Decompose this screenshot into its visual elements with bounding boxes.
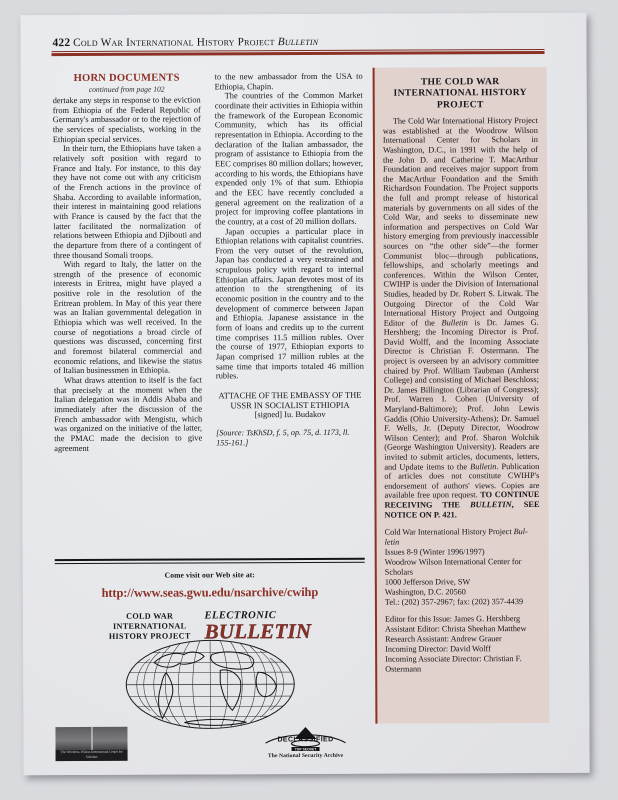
scanned-page-image <box>20 13 589 775</box>
photo-caption: The Woodrow Wilson International Center for Scholars <box>56 749 128 761</box>
notice-bold-2: , SEE NOTICE ON P. 421. <box>384 499 540 520</box>
signature-name: [signed] Iu. Budakov <box>254 409 326 420</box>
address-line <box>385 527 540 538</box>
address-line: Tel.: (202) 357-2967; fax: (202) 357-4439 <box>384 596 524 607</box>
cwihp-sidebar <box>373 67 550 724</box>
national-security-archive-logo <box>245 726 365 760</box>
wordmark-line-1: COLD WAR <box>126 611 174 622</box>
address-line: 1000 Jefferson Drive, SW <box>384 576 471 587</box>
wordmark-line-2: INTERNATIONAL <box>112 621 187 632</box>
paragraph: The countries of the Common Market coordinate their activities in Ethiopia within the framework of the European Economic Community, which has its official representation in Ethiopia. According to the declaration of the Italian ambassador, the program of assistance to Ethiopia from the EEC comprises 80 million dollars; however, according to his words, the Ethiopians have expended only 1% of that sum. Ethiopia and the EEC have recently concluded a general agreement on the realization of a project for improving coffee plantations in the country, at a cost of 20 million dollars. <box>214 91 364 227</box>
paragraph: In their turn, the Ethiopians have taken a relatively soft position with regard to France and Italy. For instance, to this day they have not come out with any criticism of the French actions in the province of Shaba. According to available information, their interest in maintaining good relations with France is caused by the fact that the latter facilitated the normalization of relations between Ethiopia and Djibouti and the departure from there of a contingent of three thousand Somali troops. <box>52 143 202 260</box>
article-title: HORN DOCUMENTS <box>73 72 180 85</box>
advertisement-footer <box>55 726 365 761</box>
sidebar-text-part3: . Publication of articles does not constitute CWIHP's endorsement of authors' views. Copies are available free upon request. <box>384 461 540 501</box>
column-one <box>53 72 203 453</box>
website-advertisement <box>55 570 366 731</box>
electronic-word: ELECTRONIC <box>204 610 277 622</box>
staff-line: Editor for this Issue: James G. Hershberg <box>384 614 521 625</box>
signature-line: ATTACHE OF THE EMBASSY OF THE <box>218 389 362 401</box>
address-line: Issues 8-9 (Winter 1996/1997) <box>384 547 485 557</box>
header-rule-thick <box>52 51 545 56</box>
page-number: 422 <box>52 37 71 50</box>
address-title: Cold War International History Project <box>384 527 514 537</box>
header-rule <box>39 49 545 56</box>
paragraph: With regard to Italy, the latter on the strength of the presence of economic interests in Eritrea, might have played a positive role in the resolution of the Eritrean problem. In May of this year there was an Italian governmental delegation in Ethiopia which was well received. In the course of negotiations a broad circle of questions was discussed, concerning first and foremost bilateral commercial and economic relations, and likewise the status of Italian businessmen in Ethiopia. <box>53 259 202 376</box>
signature-block <box>216 390 364 421</box>
column-two <box>215 72 365 448</box>
continued-from-note: continued from page 102 <box>88 84 165 94</box>
running-head-bulletin: Bulletin <box>277 35 319 49</box>
svg-text:DECLASSIFIED: DECLASSIFIED <box>277 736 334 744</box>
nsa-label: The National Security Archive <box>267 752 344 760</box>
address-line: Woodrow Wilson International Center for Scholars <box>384 556 522 577</box>
sidebar-paragraph <box>383 116 540 520</box>
visit-text: Come visit our Web site at: <box>164 570 255 580</box>
paragraph: Japan occupies a particular place in Ethiopian relations with capitalist countries. From the very outset of the revolution, Japan has conducted a very restrained and scrupulous policy with regard to internal Ethiopian affairs. Japan devotes most of its attention to the strengthening of its economic position in the country and to the development of commerce between Japan and Ethiopia. Japanese assistance in the form of loans and credits up to the current time comprises 11.5 million rubles. Over the course of 1977, Ethiopian exports to Japan comprised 17 million rubles at the same time that imports totaled 46 million rubles. <box>215 226 364 381</box>
svg-text:TOP SECRET: TOP SECRET <box>294 747 317 752</box>
sidebar-staff-block <box>385 614 540 674</box>
bulletin-italic: Bulletin <box>441 317 468 328</box>
declassified-stamp-icon <box>245 726 365 753</box>
staff-line: Assistant Editor: Christa Sheehan Matthew <box>385 624 527 634</box>
sidebar-text-part1: The Cold War International History Project was established at the Woodrow Wilson International Center for Scholars in Washington, D.C., in 1991 with the help of the John D. and Catherine T. MacArthur Foundation and receives major support from the MacArthur Foundation and the Smith Richardson Foundation. The Project supports the full and prompt release of historical materials by governments on all sides of the Cold War, and seeks to disseminate new information and perspectives on Cold War history emerging from previously inaccessible sources on “the other side”—the former Communist bloc—through publications, fellowships, and scholarly meetings and conferences. Within the Wilson Center, CWIHP is under the Division of International Studies, headed by Dr. Robert S. Litwak. The Outgoing Director of the Cold War International History Project and Outgoing Editor of the <box>382 116 539 328</box>
address-line: letin <box>384 537 400 547</box>
advertisement-divider <box>55 558 365 564</box>
paragraph: to the new ambassador from the USA to Ethiopia, Chapin. <box>214 71 363 92</box>
notice-bold-1: TO CONTINUE RECEIVING THE <box>384 490 540 510</box>
source-citation: [Source: TsKhSD, f. 5, op. 75, d. 1173, ll. 155-161.] <box>216 427 350 447</box>
staff-line: Research Assistant: Andrew Grauer <box>385 634 502 644</box>
wilson-center-photo <box>55 727 127 761</box>
website-url[interactable]: http://www.seas.gwu.edu/nsarchive/cwihp <box>101 584 319 600</box>
globe-icon <box>55 637 365 730</box>
sidebar-address-block <box>385 527 540 607</box>
signature-line: USSR IN SOCIALIST ETHIOPIA <box>230 399 350 411</box>
sidebar-heading: THE COLD WAR INTERNATIONAL HISTORY PROJECT <box>393 76 527 111</box>
notice-bulletin: BULLETIN <box>470 500 512 510</box>
page-content <box>38 35 547 760</box>
paragraph: What draws attention to itself is the fact that precisely at the moment when the Italian delegation was in Addis Ababa and immediately after the discussion of the French ambassador with Mengistu, which was organized on the initiative of the latter, the PMAC made the decision to give agreement <box>53 375 203 453</box>
bulletin-word: BULLETIN <box>204 618 312 644</box>
address-bulletin-hyphen: Bul- <box>513 527 528 537</box>
address-line: Washington, D.C. 20560 <box>384 586 466 597</box>
wordmark-line-3: HISTORY PROJECT <box>108 631 191 642</box>
running-head <box>38 35 544 49</box>
bulletin-italic: Bulletin <box>470 461 497 471</box>
running-head-title: Cold War International History Project <box>73 36 278 50</box>
divider-thin <box>55 561 365 563</box>
sidebar-text-part2: is Dr. James G. Hershberg; the Incoming Director is Prof. David Wolff, and the Incoming Associate Director is Christian F. Ostermann. The project is overseen by an advisory committee chaired by Prof. William Taubman (Amherst College) and consisting of Michael Beschloss; Dr. James Billington (Librarian of Congress); Prof. Warren I. Cohen (University of Maryland-Baltimore); Prof. John Lewis Gaddis (Ohio University-Athens); Dr. Samuel F. Wells, Jr. (Deputy Director, Woodrow Wilson Center); and Prof. Sharon Wolchik (George Washington University). Readers are invited to submit articles, documents, letters, and Update items to the <box>383 317 540 472</box>
paragraph: dertake any steps in response to the eviction from Ethiopia of the Federal Republic of Germany's ambassador or to the rejection of the services of specialists, working in the Ethiopian special services. <box>52 95 201 144</box>
staff-line: Incoming Associate Director: Christian F. Ostermann <box>385 654 522 674</box>
staff-line: Incoming Director: David Wolff <box>385 644 491 654</box>
